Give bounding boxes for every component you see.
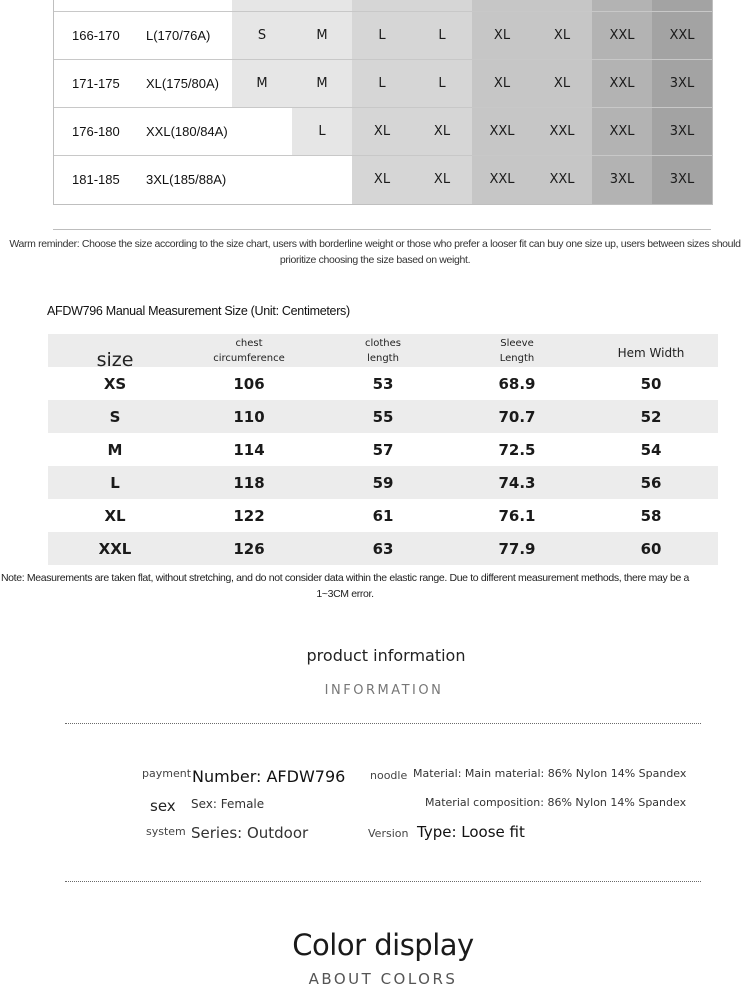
standard-size-label: 3XL(185/88A) <box>146 172 227 187</box>
fit-cell: XL <box>472 12 532 60</box>
table-cell: 72.5 <box>498 440 536 459</box>
header-length <box>316 334 450 367</box>
table-cell: 68.9 <box>498 374 536 393</box>
measurement-table <box>48 334 718 565</box>
fit-row <box>54 12 712 60</box>
warm-reminder-text: Warm reminder: Choose the size according to the size chart, users with borderline weight or those who prefer a looser fit can buy one size up, users between sizes should prioritize choosing the size based on weight. <box>9 238 741 266</box>
header-sleeve <box>450 334 584 367</box>
height-range: 166-170 <box>72 28 120 43</box>
height-range: 176-180 <box>72 124 120 139</box>
fit-cell: XXL <box>592 60 652 108</box>
fit-cell: 3XL <box>652 156 712 204</box>
measurement-note: Note: Measurements are taken flat, without stretching, and do not consider data within the elastic range. Due to different measurement methods, there may be a 1~3CM error. <box>0 572 690 600</box>
fit-cell <box>232 108 292 156</box>
fit-row <box>54 156 712 204</box>
header-hem: Hem Width <box>617 346 685 360</box>
table-cell: 61 <box>372 506 394 525</box>
measurement-table-title: AFDW796 Manual Measurement Size (Unit: Centimeters) <box>47 304 350 318</box>
material-main: Material: Main material: 86% Nylon 14% Spandex <box>413 767 687 780</box>
product-info-subtitle: INFORMATION <box>324 683 444 698</box>
header-sleeve-line1: Sleeve <box>500 337 534 349</box>
table-cell: L <box>110 473 120 492</box>
table-cell: M <box>107 440 123 459</box>
header-sleeve-line2: Length <box>499 352 535 364</box>
fit-cell: L <box>352 60 412 108</box>
table-cell: 63 <box>372 539 394 558</box>
table-header <box>48 334 718 371</box>
fit-cell: XL <box>532 60 592 108</box>
dotted-divider <box>65 881 701 882</box>
header-length-line2: length <box>367 352 399 364</box>
color-display-title: Color display <box>292 928 474 962</box>
fit-cell: M <box>292 12 352 60</box>
fit-cell: 3XL <box>652 108 712 156</box>
table-cell: 70.7 <box>498 407 536 426</box>
table-cell: 60 <box>640 539 662 558</box>
table-cell: 106 <box>233 374 265 393</box>
table-cell: 55 <box>372 407 394 426</box>
version-key: Version <box>368 827 409 840</box>
header-chest-line2: circumference <box>213 352 285 364</box>
size-fit-chart <box>53 0 713 205</box>
fit-cell: XXL <box>592 12 652 60</box>
fit-cell: L <box>412 12 472 60</box>
table-cell: 56 <box>640 473 662 492</box>
table-row <box>48 466 718 499</box>
fit-cell <box>232 156 292 204</box>
fit-cell: XL <box>352 108 412 156</box>
table-cell: 118 <box>233 473 265 492</box>
fit-cell: XL <box>532 12 592 60</box>
table-cell: XS <box>103 374 127 393</box>
table-row <box>48 499 718 532</box>
standard-size-label: L(170/76A) <box>146 28 211 43</box>
table-cell: 110 <box>233 407 265 426</box>
series-value: Series: Outdoor <box>191 824 309 842</box>
header-length-line1: clothes <box>364 337 401 349</box>
table-row <box>48 400 718 433</box>
material-composition: Material composition: 86% Nylon 14% Spandex <box>425 796 687 809</box>
system-key: system <box>146 825 186 838</box>
header-size: size <box>96 349 134 371</box>
fit-cell <box>292 156 352 204</box>
table-cell: 52 <box>640 407 662 426</box>
divider <box>53 229 711 230</box>
payment-key: payment <box>142 767 192 780</box>
fit-cell: L <box>412 60 472 108</box>
fit-cell: XXL <box>532 156 592 204</box>
table-cell: 126 <box>233 539 265 558</box>
fit-cell: XXL <box>592 108 652 156</box>
table-cell: 57 <box>372 440 394 459</box>
table-cell: XL <box>104 506 126 525</box>
table-cell: S <box>109 407 121 426</box>
fit-cell: M <box>232 60 292 108</box>
standard-size-label: XL(175/80A) <box>146 76 219 91</box>
fit-cell: XXL <box>472 108 532 156</box>
table-cell: 122 <box>233 506 265 525</box>
header-chest-line1: chest <box>235 337 263 349</box>
fit-cell: XL <box>412 156 472 204</box>
standard-size-label: XXL(180/84A) <box>146 124 228 139</box>
color-display-subtitle: ABOUT COLORS <box>308 970 458 988</box>
table-row <box>48 532 718 565</box>
noodle-key: noodle <box>370 769 408 782</box>
product-number: Number: AFDW796 <box>192 767 346 786</box>
fit-cell: XXL <box>532 108 592 156</box>
fit-cell: L <box>352 12 412 60</box>
table-cell: 54 <box>640 440 662 459</box>
header-chest <box>182 334 316 367</box>
fit-row <box>54 108 712 156</box>
fit-cell: 3XL <box>592 156 652 204</box>
sex-key: sex <box>150 797 176 815</box>
table-cell: XXL <box>98 539 132 558</box>
fit-cell: XXL <box>652 12 712 60</box>
fit-cell: M <box>292 60 352 108</box>
dotted-divider <box>65 723 701 724</box>
product-info-title: product information <box>306 646 466 665</box>
fit-cell: XXL <box>472 156 532 204</box>
fit-row <box>54 60 712 108</box>
height-range: 181-185 <box>72 172 120 187</box>
table-cell: 53 <box>372 374 394 393</box>
table-cell: 77.9 <box>498 539 536 558</box>
fit-cell: L <box>292 108 352 156</box>
table-cell: 76.1 <box>498 506 536 525</box>
fit-cell: XL <box>352 156 412 204</box>
table-row <box>48 367 718 400</box>
table-cell: 50 <box>640 374 662 393</box>
fit-cell: XL <box>412 108 472 156</box>
table-row <box>48 433 718 466</box>
fit-cell: S <box>232 12 292 60</box>
fit-cell: XL <box>472 60 532 108</box>
fit-cell: 3XL <box>652 60 712 108</box>
table-cell: 59 <box>372 473 394 492</box>
table-cell: 58 <box>640 506 662 525</box>
height-range: 171-175 <box>72 76 120 91</box>
table-cell: 114 <box>233 440 265 459</box>
sex-value: Sex: Female <box>191 797 265 811</box>
table-cell: 74.3 <box>498 473 536 492</box>
type-value: Type: Loose fit <box>417 823 525 841</box>
